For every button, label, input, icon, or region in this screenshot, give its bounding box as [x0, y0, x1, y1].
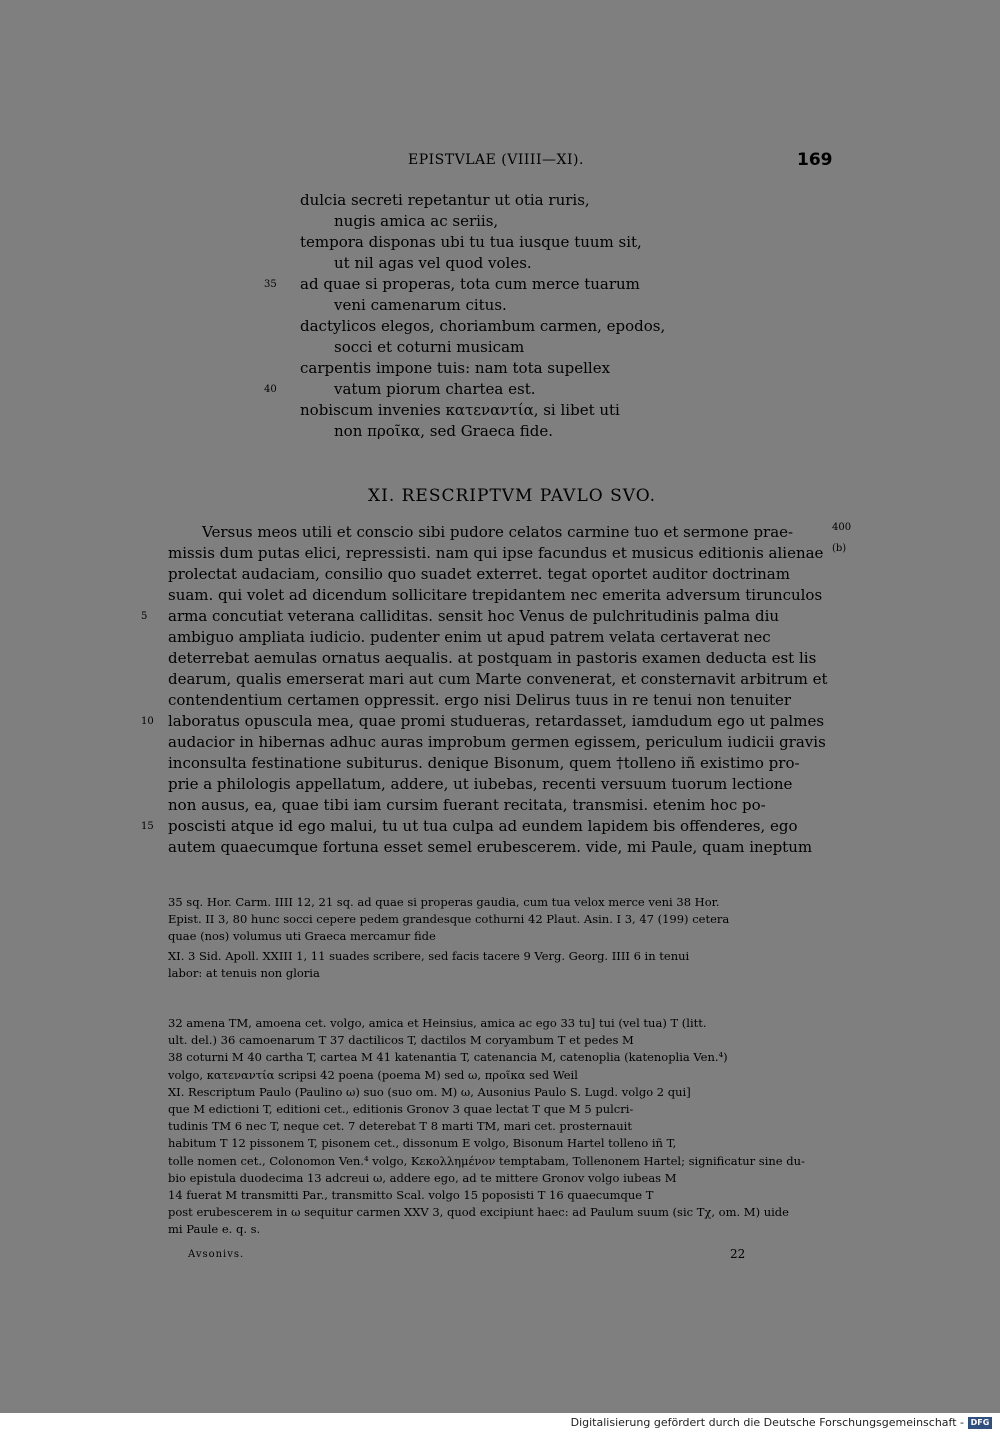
prose-text: poscisti atque id ego malui, tu ut tua culpa ad eundem lapidem bis offenderes, ego — [168, 817, 798, 835]
verse-line — [300, 211, 780, 232]
apparatus-line: post erubescerem in ω sequitur carmen XXV 3, quod excipiunt haec: ad Paulum suum (sic Tχ, om. M) uide — [168, 1205, 789, 1220]
verse-text: ut nil agas vel quod voles. — [334, 254, 532, 272]
verse-text: tempora disponas ubi tu tua iusque tuum sit, — [300, 233, 642, 251]
verse-text: socci et coturni musicam — [334, 338, 525, 356]
prose-text: deterrebat aemulas ornatus aequalis. at postquam in pastoris examen deducta est lis — [168, 649, 817, 667]
prose-text: dearum, qualis emerserat mari aut cum Marte convenerat, et consternavit arbitrum et — [168, 670, 828, 688]
prose-text: prolectat audaciam, consilio quo suadet exterret. tegat oportet auditor doctrinam — [168, 565, 790, 583]
section-title: XI. RESCRIPTVM PAVLO SVO. — [368, 486, 657, 506]
verse-line — [264, 379, 780, 400]
verse-text: nobiscum invenies κατεναντία, si libet uti — [300, 401, 620, 419]
apparatus-line: tudinis TM 6 nec T, neque cet. 7 deterebat T 8 marti TM, mari cet. prosternauit — [168, 1119, 632, 1134]
verse-text: carpentis impone tuis: nam tota supellex — [300, 359, 611, 377]
verse-line — [264, 274, 780, 295]
margin-reference: (b) — [832, 543, 847, 554]
verse-line — [300, 337, 780, 358]
verse-line — [300, 316, 780, 337]
verse-text: non προῖκα, sed Graeca fide. — [334, 422, 554, 440]
prose-text: suam. qui volet ad dicendum sollicitare trepidantem nec emerita adversum tirunculos — [168, 586, 823, 604]
apparatus-line: mi Paule e. q. s. — [168, 1222, 261, 1237]
verse-line — [300, 232, 780, 253]
margin-reference: 400 — [832, 522, 852, 533]
funding-banner — [0, 1413, 1000, 1434]
line-number: 15 — [141, 821, 154, 832]
verse-text: dulcia secreti repetantur ut otia ruris, — [300, 191, 590, 209]
prose-line — [141, 606, 826, 627]
prose-text: prie a philologis appellatum, addere, ut iubebas, recenti versuum tuorum lectione — [168, 775, 793, 793]
verse-line — [300, 358, 780, 379]
apparatus-line: XI. Rescriptum Paulo (Paulino ω) suo (suo om. M) ω, Ausonius Paulo S. Lugd. volgo 2 qui] — [168, 1084, 691, 1099]
source-note-line: 35 sq. Hor. Carm. IIII 12, 21 sq. ad quae si properas gaudia, cum tua velox merce veni 38 Hor. — [168, 895, 720, 909]
apparatus-line: ult. del.) 36 camoenarum T 37 dactilicos T, dactilos M coryambum T et pedes M — [168, 1033, 634, 1048]
prose-text: Versus meos utili et conscio sibi pudore celatos carmine tuo et sermone prae- — [202, 523, 794, 541]
verse-line — [300, 400, 780, 421]
prose-text: non ausus, ea, quae tibi iam cursim fuerant recitata, transmisi. etenim hoc po- — [168, 796, 766, 814]
prose-line — [168, 585, 826, 606]
verse-text: veni camenarum citus. — [334, 296, 507, 314]
source-note-line: Epist. II 3, 80 hunc socci cepere pedem grandesque cothurni 42 Plaut. Asin. I 3, 47 (199) cetera — [168, 912, 730, 927]
apparatus-line: 32 amena TM, amoena cet. volgo, amica et Heinsius, amica ac ego 33 tu] tui (vel tua) T (litt. — [168, 1016, 707, 1030]
line-number: 40 — [264, 384, 277, 395]
prose-line — [168, 753, 826, 774]
apparatus-line: tolle nomen cet., Colonomon Ven.⁴ volgo, Κεκολλημένον temptabam, Tollenonem Hartel; significatur sine du- — [168, 1153, 805, 1168]
critical-apparatus — [168, 1015, 828, 1238]
apparatus-line: que M edictioni T, editioni cet., editionis Gronov 3 quae lectat T que M 5 pulcri- — [168, 1101, 634, 1116]
funding-text: Digitalisierung gefördert durch die Deutsche Forschungsgemeinschaft - — [570, 1416, 964, 1429]
prose-text: autem quaecumque fortuna esset semel erubescerem. vide, mi Paule, quam ineptum — [168, 838, 813, 856]
prose-text: ambiguo ampliata iudicio. pudenter enim ut apud patrem velata certaverat nec — [168, 628, 771, 646]
source-note-line: labor: at tenuis non gloria — [168, 965, 320, 980]
verse-text: dactylicos elegos, choriambum carmen, epodos, — [300, 317, 666, 335]
verse-block — [264, 190, 780, 442]
apparatus-line: bio epistula duodecima 13 adcreui ω, addere ego, ad te mittere Gronov volgo iubeas M — [168, 1170, 677, 1185]
prose-line — [168, 648, 826, 669]
apparatus-line: habitum T 12 pissonem T, pisonem cet., dissonum E volgo, Bisonum Hartel tolleno iñ T, — [168, 1136, 677, 1151]
verse-text: vatum piorum chartea est. — [334, 380, 536, 398]
verse-text: nugis amica ac seriis, — [334, 212, 499, 230]
verse-line — [300, 295, 780, 316]
prose-text: contendentium certamen oppressit. ergo nisi Delirus tuus in re tenui non tenuiter — [168, 691, 792, 709]
signature-mark: Avsonivs. — [188, 1249, 245, 1260]
page-number: 169 — [797, 150, 833, 170]
verse-line — [300, 190, 780, 211]
prose-line — [168, 774, 826, 795]
prose-line — [168, 795, 826, 816]
prose-line — [168, 690, 826, 711]
apparatus-line: 38 coturni M 40 cartha T, cartea M 41 katenantia T, catenancia M, catenoplia (katenoplia Ven.⁴) — [168, 1050, 728, 1065]
prose-line — [168, 522, 852, 543]
source-notes — [168, 894, 828, 982]
prose-text: missis dum putas elici, repressisti. nam qui ipse facundus et musicus editionis alienae — [168, 544, 824, 562]
apparatus-line: volgo, κατεναντία scripsi 42 poena (poema M) sed ω, προῖκα sed Weil — [168, 1067, 578, 1082]
line-number: 35 — [264, 279, 277, 290]
line-number: 10 — [141, 716, 154, 727]
prose-line — [168, 732, 826, 753]
verse-text: ad quae si properas, tota cum merce tuarum — [300, 275, 640, 293]
source-note-line: quae (nos) volumus uti Graeca mercamur fide — [168, 929, 436, 944]
apparatus-line: 14 fuerat M transmitti Par., transmitto Scal. volgo 15 poposisti T 16 quaecumque T — [168, 1187, 654, 1202]
verse-line — [300, 253, 780, 274]
prose-text: audacior in hibernas adhuc auras improbum germen egissem, periculum iudicii gravis — [168, 733, 826, 751]
sheet-number: 22 — [730, 1247, 746, 1261]
prose-line — [141, 816, 826, 837]
prose-line — [168, 564, 826, 585]
prose-block — [141, 522, 852, 858]
prose-text: inconsulta festinatione subiturus. denique Bisonum, quem †tolleno iñ existimo pro- — [168, 754, 800, 772]
verse-line — [300, 421, 780, 442]
dfg-logo-icon: DFG — [968, 1417, 992, 1429]
prose-text: laboratus opuscula mea, quae promi studueras, retardasset, iamdudum ego ut palmes — [168, 712, 825, 730]
prose-line — [168, 627, 826, 648]
line-number: 5 — [141, 611, 148, 622]
prose-text: arma concutiat veterana calliditas. sensit hoc Venus de pulchritudinis palma diu — [168, 607, 780, 625]
prose-line — [141, 711, 826, 732]
running-title: EPISTVLAE (VIIII—XI). — [408, 152, 584, 168]
prose-line — [168, 669, 826, 690]
source-note-line: XI. 3 Sid. Apoll. XXIII 1, 11 suades scribere, sed facis tacere 9 Verg. Georg. IIII 6 in tenui — [168, 948, 690, 963]
prose-line — [168, 543, 847, 564]
prose-line — [168, 837, 826, 858]
